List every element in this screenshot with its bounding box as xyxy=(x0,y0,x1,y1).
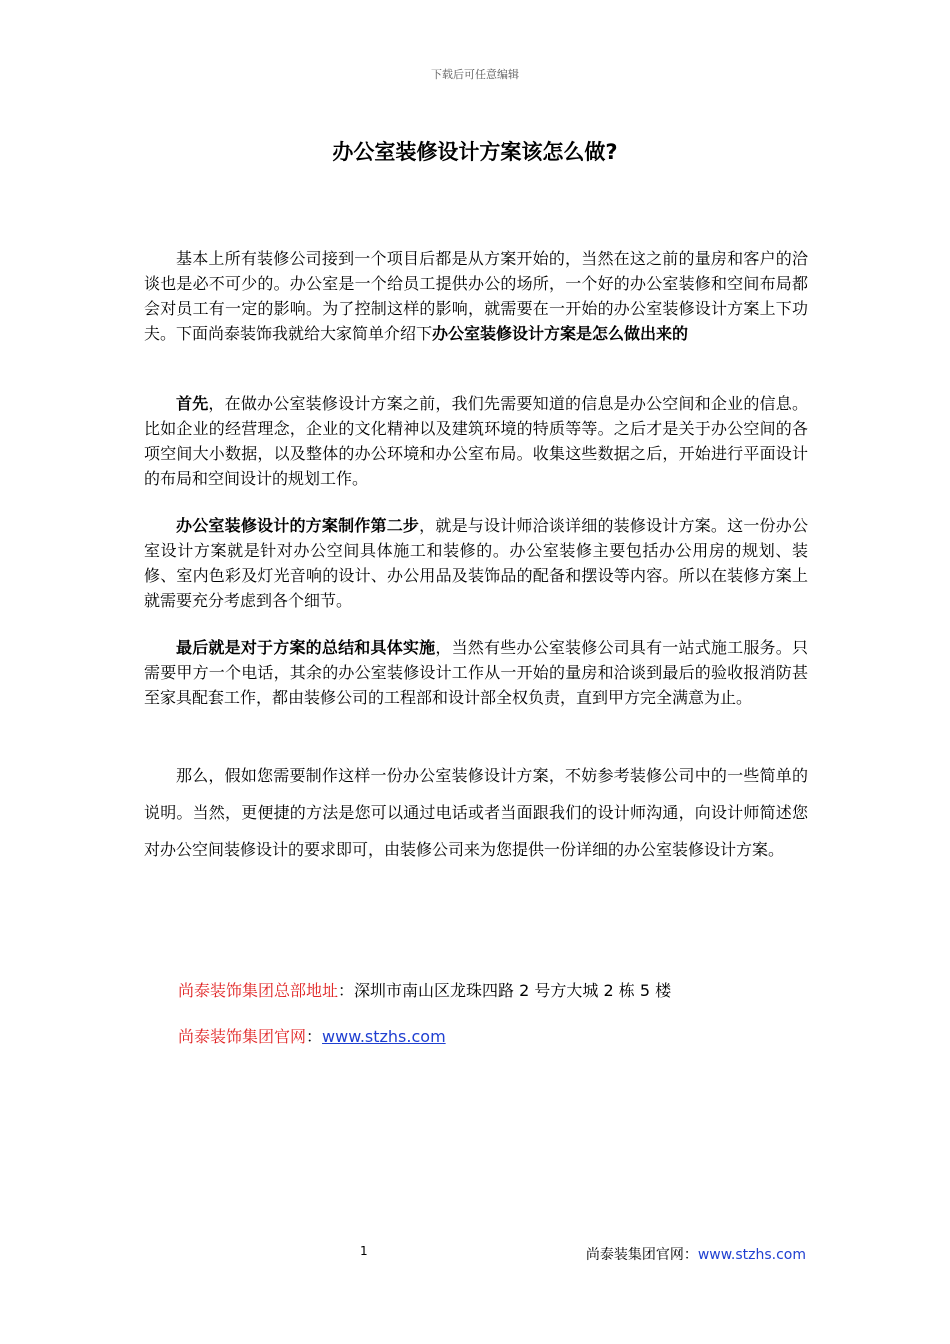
paragraph-intro xyxy=(144,246,808,346)
contact-website xyxy=(178,1024,446,1047)
document-title: 办公室装修设计方案该怎么做? xyxy=(332,140,618,164)
paragraph-text: 基本上所有装修公司接到一个项目后都是从方案开始的，当然在这之前的量房和客户的洽谈也是必不可少的。办公室是一个给员工提供办公的场所，一个好的办公室装修和空间布局都会对员工有一定的影响。为了控制这样的影响，就需要在一开始的办公室装修设计方案上下功夫。下面尚泰装饰我就给大家简单介绍下 xyxy=(144,249,808,343)
paragraph-text: ，就是与设计师洽谈详细的装修设计方案。这一份办公室设计方案就是针对办公空间具体施工和装修的。办公室装修主要包括办公用房的规划、装修、室内色彩及灯光音响的设计、办公用品及装饰品的配备和摆设等内容。所以在装修方案上就需要充分考虑到各个细节。 xyxy=(144,516,808,610)
page-number: 1 xyxy=(360,1244,368,1258)
website-link[interactable]: www.stzhs.com xyxy=(322,1027,446,1046)
paragraph-first-step xyxy=(144,391,808,491)
paragraph-conclusion xyxy=(144,757,808,868)
header-note: 下载后可任意编辑 xyxy=(431,68,519,81)
paragraph-text: ，当然有些办公室装修公司具有一站式施工服务。只需要甲方一个电话，其余的办公室装修设计工作从一开始的量房和洽谈到最后的验收报消防甚至家具配套工作，都由装修公司的工程部和设计部全权负责，直到甲方完全满意为止。 xyxy=(144,638,808,707)
paragraph-text: 那么，假如您需要制作这样一份办公室装修设计方案，不妨参考装修公司中的一些简单的说明。当然，更便捷的方法是您可以通过电话或者当面跟我们的设计师沟通，向设计师简述您对办公空间装修设计的要求即可，由装修公司来为您提供一份详细的办公室装修设计方案。 xyxy=(144,766,808,859)
website-label: 尚泰装饰集团官网 xyxy=(178,1027,307,1046)
address-separator: ： xyxy=(338,981,355,1000)
paragraph-text: ，在做办公室装修设计方案之前，我们先需要知道的信息是办公空间和企业的信息。比如企业的经营理念，企业的文化精神以及建筑环境的特质等等。之后才是关于办公空间的各项空间大小数据，以及整体的办公环境和办公室布局。收集这些数据之后，开始进行平面设计的布局和空间设计的规划工作。 xyxy=(144,394,808,488)
contact-address xyxy=(178,978,671,1001)
footer-website xyxy=(586,1244,806,1264)
address-value: 深圳市南山区龙珠四路 2 号方大城 2 栋 5 楼 xyxy=(354,981,672,1000)
paragraph-final-step xyxy=(144,635,808,710)
paragraph-bold: 办公室装修设计方案是怎么做出来的 xyxy=(432,324,689,343)
paragraph-bold: 首先 xyxy=(176,394,209,413)
address-label: 尚泰装饰集团总部地址 xyxy=(178,981,339,1000)
paragraph-bold: 办公室装修设计的方案制作第二步 xyxy=(176,516,420,535)
footer-site-label: 尚泰装集团官网： xyxy=(585,1247,698,1263)
footer-site-link[interactable]: www.stzhs.com xyxy=(697,1247,806,1263)
website-separator: ： xyxy=(306,1027,323,1046)
paragraph-second-step xyxy=(144,513,808,613)
paragraph-bold: 最后就是对于方案的总结和具体实施 xyxy=(176,638,436,657)
